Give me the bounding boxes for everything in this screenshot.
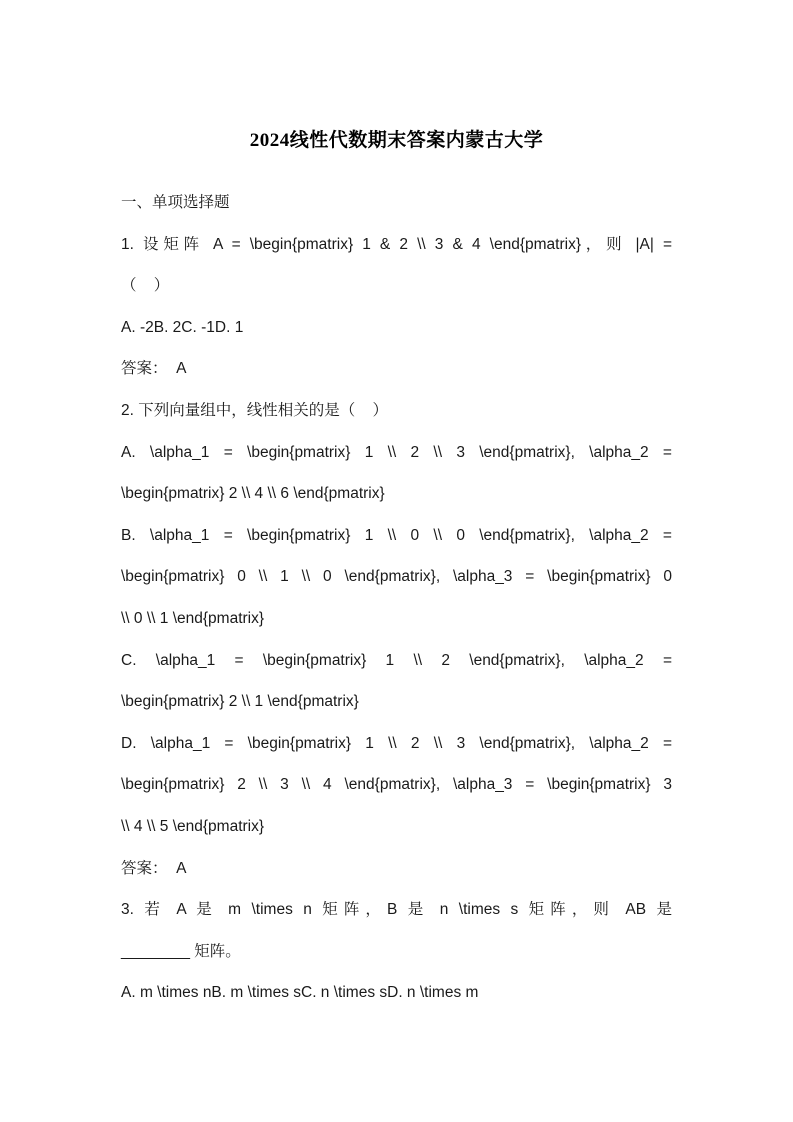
text-line: 答案： A [121, 360, 187, 378]
text-line: 答案： A [121, 859, 187, 877]
text-line: \\ 4 \\ 5 \end{pmatrix} [121, 817, 265, 835]
text-line: \begin{pmatrix} 0 \\ 1 \\ 0 \end{pmatrix}, \alpha_3 = \begin{pmatrix} 0 [121, 568, 672, 586]
text-line: 1. 设矩阵 A = \begin{pmatrix} 1 & 2 \\ 3 & 4 \end{pmatrix}，则 |A| = [121, 235, 672, 253]
text-line: D. \alpha_1 = \begin{pmatrix} 1 \\ 2 \\ 3 \end{pmatrix}, \alpha_2 = [121, 734, 672, 752]
text-line: B. \alpha_1 = \begin{pmatrix} 1 \\ 0 \\ 0 \end{pmatrix}, \alpha_2 = [121, 526, 672, 544]
text-line: A. m \times nB. m \times sC. n \times sD. n \times m [121, 984, 479, 1002]
text-line: ________ 矩阵。 [121, 942, 241, 960]
text-line: A. \alpha_1 = \begin{pmatrix} 1 \\ 2 \\ 3 \end{pmatrix}, \alpha_2 = [121, 443, 672, 461]
text-line: A. -2B. 2C. -1D. 1 [121, 318, 244, 336]
text-line: \begin{pmatrix} 2 \\ 3 \\ 4 \end{pmatrix}, \alpha_3 = \begin{pmatrix} 3 [121, 776, 672, 794]
text-line: 3. 若 A 是 m \times n 矩阵，B 是 n \times s 矩阵，则 AB 是 [121, 901, 672, 919]
text-line: （ ） [121, 277, 170, 295]
text-line: 一、单项选择题 [121, 194, 230, 211]
text-line: \begin{pmatrix} 2 \\ 1 \end{pmatrix} [121, 693, 359, 711]
document-body [121, 182, 672, 1014]
text-line: \begin{pmatrix} 2 \\ 4 \\ 6 \end{pmatrix} [121, 485, 385, 503]
text-line: \\ 0 \\ 1 \end{pmatrix} [121, 609, 265, 627]
text-line: C. \alpha_1 = \begin{pmatrix} 1 \\ 2 \end{pmatrix}, \alpha_2 = [121, 651, 672, 669]
document-title: 2024线性代数期末答案内蒙古大学 [249, 130, 544, 151]
text-line: 2. 下列向量组中，线性相关的是（ ） [121, 401, 388, 419]
